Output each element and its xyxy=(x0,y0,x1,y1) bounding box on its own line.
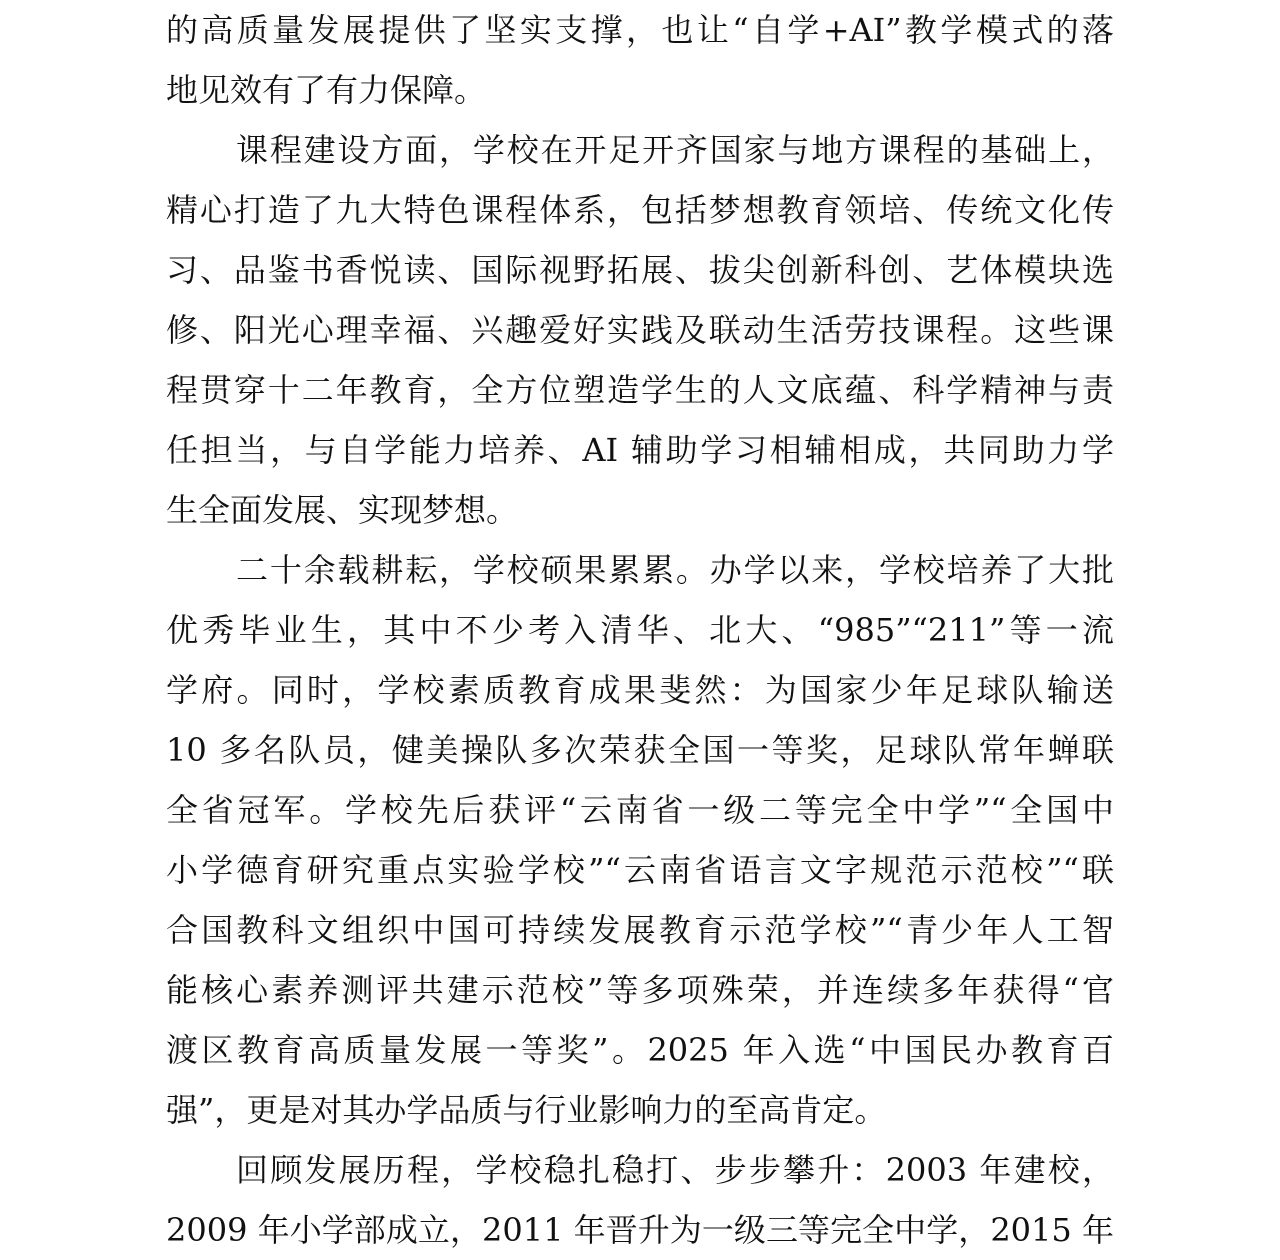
paragraph-first-line: 课程建设方面，学校在开足开齐国家与地方课程的基础上， xyxy=(236,131,1114,169)
text-line: 能核心素养测评共建示范校”等多项殊荣，并连续多年获得“官 xyxy=(166,971,1114,1009)
text-line: 渡区教育高质量发展一等奖”。2025 年入选“中国民办教育百 xyxy=(166,1031,1114,1069)
text-line: 生全面发展、实现梦想。 xyxy=(166,491,519,529)
paragraph-first-line: 二十余载耕耘，学校硕果累累。办学以来，学校培养了大批 xyxy=(236,551,1114,589)
text-line: 强”，更是对其办学品质与行业影响力的至高肯定。 xyxy=(166,1091,887,1129)
text-line: 2009 年小学部成立，2011 年晋升为一级三等完全中学，2015 年 xyxy=(166,1211,1114,1249)
text-line: 程贯穿十二年教育，全方位塑造学生的人文底蕴、科学精神与责 xyxy=(166,371,1114,409)
text-line: 10 多名队员，健美操队多次荣获全国一等奖，足球队常年蝉联 xyxy=(166,731,1114,769)
document-page xyxy=(166,0,1114,1257)
text-line: 小学德育研究重点实验学校”“云南省语言文字规范示范校”“联 xyxy=(166,851,1114,889)
text-line: 优秀毕业生，其中不少考入清华、北大、“985”“211”等一流 xyxy=(166,611,1114,649)
text-line: 地见效有了有力保障。 xyxy=(166,71,487,109)
text-line: 全省冠军。学校先后获评“云南省一级二等完全中学”“全国中 xyxy=(166,791,1114,829)
text-line: 学府。同时，学校素质教育成果斐然：为国家少年足球队输送 xyxy=(166,671,1114,709)
text-line: 修、阳光心理幸福、兴趣爱好实践及联动生活劳技课程。这些课 xyxy=(166,311,1114,349)
text-line: 习、品鉴书香悦读、国际视野拓展、拔尖创新科创、艺体模块选 xyxy=(166,251,1114,289)
text-line: 精心打造了九大特色课程体系，包括梦想教育领培、传统文化传 xyxy=(166,191,1114,229)
paragraph-first-line: 回顾发展历程，学校稳扎稳打、步步攀升：2003 年建校， xyxy=(236,1151,1114,1189)
text-line: 合国教科文组织中国可持续发展教育示范学校”“青少年人工智 xyxy=(166,911,1114,949)
text-line: 任担当，与自学能力培养、AI 辅助学习相辅相成，共同助力学 xyxy=(166,431,1114,469)
text-line: 的高质量发展提供了坚实支撑，也让“自学+AI”教学模式的落 xyxy=(166,11,1114,49)
